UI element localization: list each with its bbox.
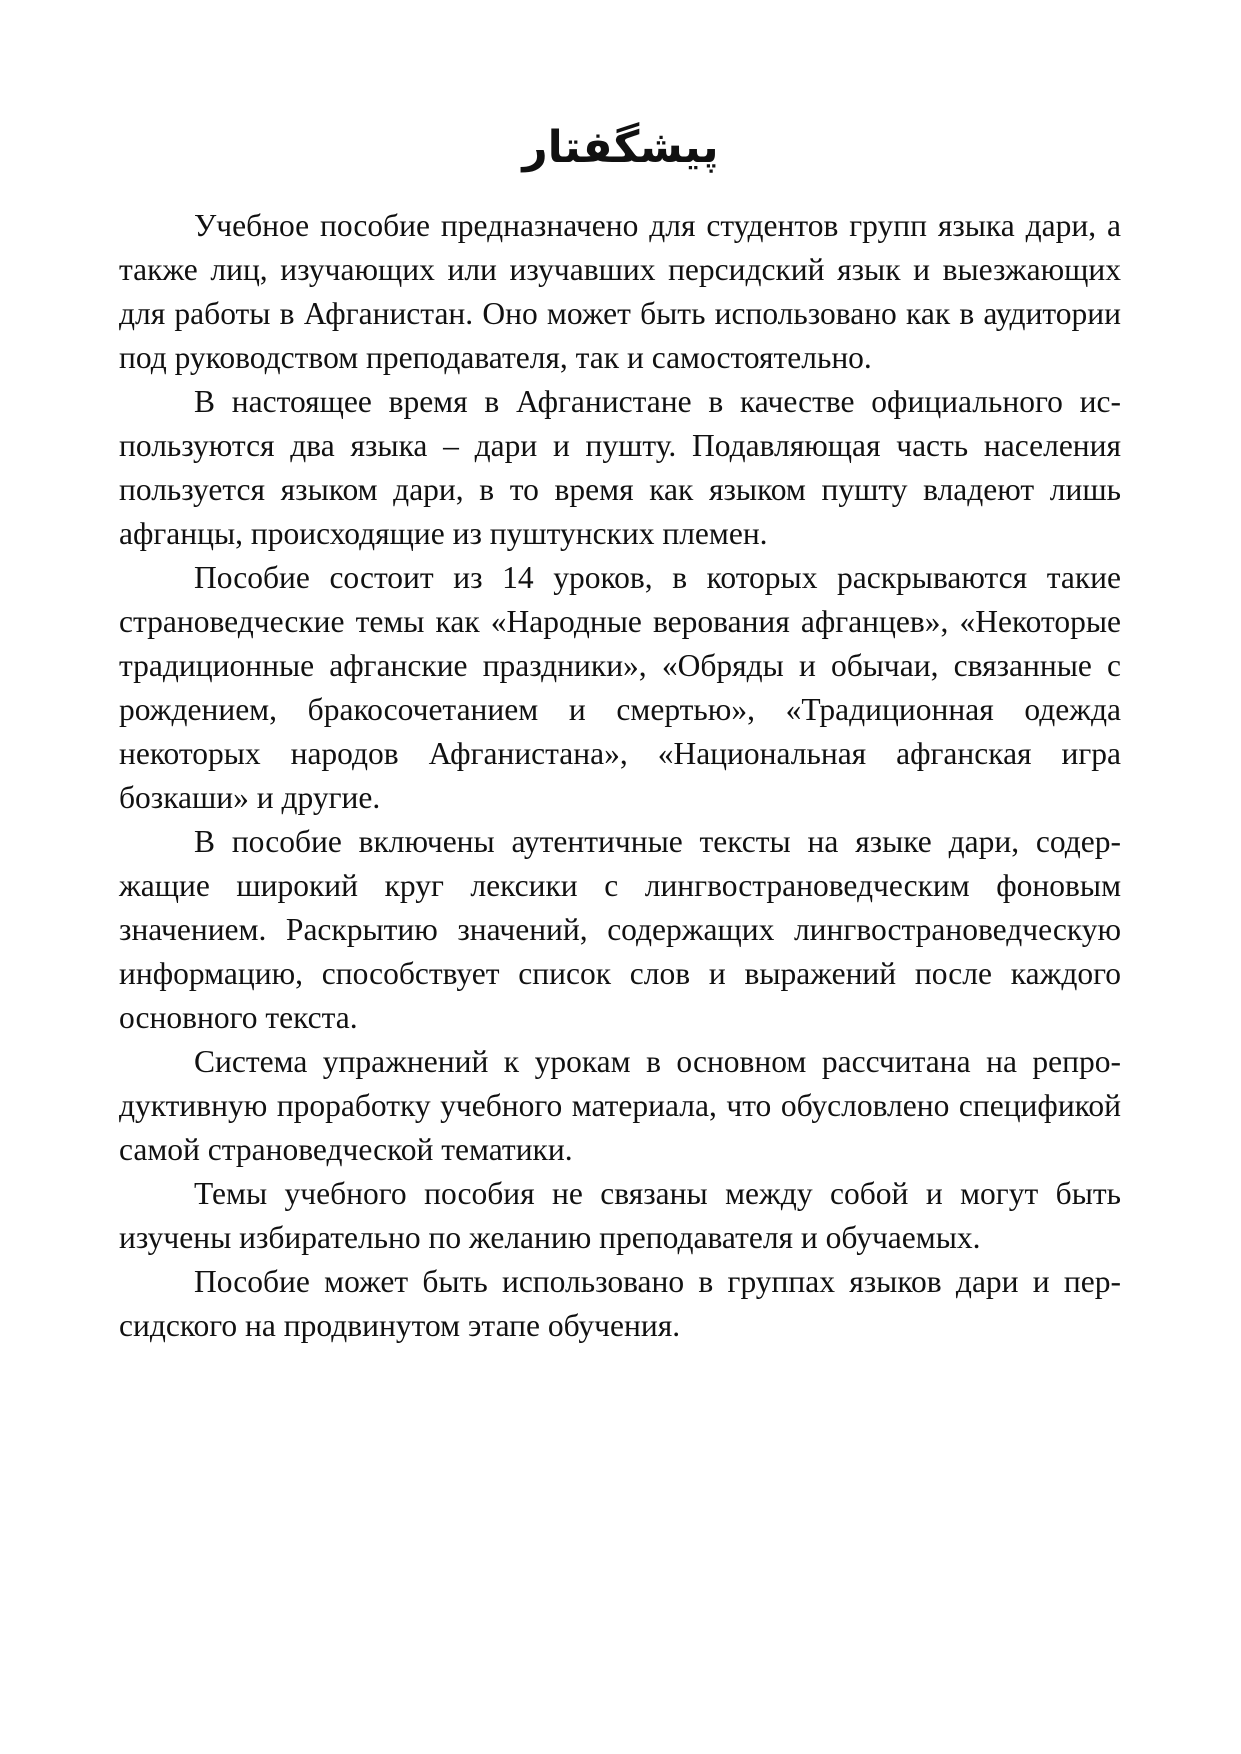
paragraph-5: Система упражнений к урокам в основном рассчитана на репродуктивную проработку учебного материала, что обусловлено спецификой самой страноведческой тематики. xyxy=(119,1044,1121,1167)
paragraph-2: В настоящее время в Афганистане в качестве официального используются два языка – дари и пушту. Подавляющая часть населения пользуется языком дари, в то время как языком пушту владеют лишь афганцы, происходящие из пуштунских племен. xyxy=(119,384,1121,551)
paragraph-3: Пособие состоит из 14 уроков, в которых раскрываются такие страноведческие темы как «Народные верования афганцев», «Некоторые традиционные афганские праздники», «Обряды и обычаи, связанные с рождением, бракосочетанием и смертью», «Традиционная одежда некоторых народов Афганистана», «Национальная афганская игра бозкаши» и другие. xyxy=(119,560,1121,815)
paragraph-1: Учебное пособие предназначено для студентов групп языка дари, а также лиц, изучающих или изучавших персидский язык и выезжающих для работы в Афганистан. Оно может быть использовано как в аудитории под руководством преподавателя, так и самостоятельно. xyxy=(119,208,1121,375)
paragraph-6: Темы учебного пособия не связаны между собой и могут быть изучены избирательно по желанию преподавателя и обучаемых. xyxy=(119,1176,1121,1255)
paragraph-4: В пособие включены аутентичные тексты на языке дари, содержащие широкий круг лексики с лингвострановедческим фоновым значением. Раскрытию значений, содержащих лингвострановедческую информацию, способствует список слов и выражений после каждого основного текста. xyxy=(119,824,1121,1035)
preface-body xyxy=(119,204,1121,1348)
paragraph-7: Пособие может быть использовано в группах языков дари и персидского на продвинутом этапе обучения. xyxy=(119,1264,1121,1343)
page-title: پیشگفتار xyxy=(522,122,719,173)
